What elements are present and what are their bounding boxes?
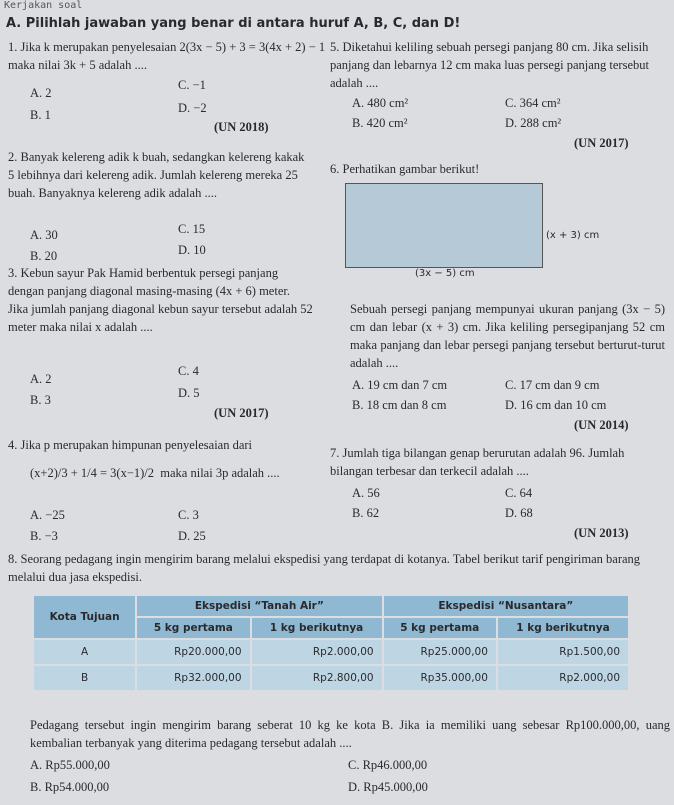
option-b: B. 3 — [30, 393, 51, 407]
col-tanah-air: Ekspedisi “Tanah Air” — [137, 596, 381, 616]
q-text: Kebun sayur Pak Hamid berbentuk persegi panjang dengan panjang diagonal masing-masing (4x + 6) meter. Jika jumlah panjang diagonal kebun sayur tersebut adalah 52 meter maka nilai x adalah .... — [8, 266, 313, 334]
option-c: C. Rp46.000,00 — [348, 758, 428, 772]
question-6 — [330, 160, 479, 178]
cell: Rp25.000,00 — [384, 640, 496, 664]
source: (UN 2014) — [574, 418, 629, 432]
option-b: B. 20 — [30, 249, 58, 263]
option-d: D. 5 — [178, 386, 200, 400]
source: (UN 2018) — [214, 120, 269, 134]
option-d: D. −2 — [178, 101, 207, 115]
col-kota: Kota Tujuan — [34, 596, 135, 638]
option-d: D. 10 — [178, 243, 206, 257]
source: (UN 2017) — [214, 406, 269, 420]
q-text: Diketahui keliling sebuah persegi panjang 80 cm. Jika selisih panjang dan lebarnya 12 cm maka luas persegi panjang tersebut adalah .... — [330, 40, 649, 90]
question-5 — [330, 38, 665, 92]
q-text: Perhatikan gambar berikut! — [342, 162, 480, 176]
option-c: C. 3 — [178, 508, 199, 522]
option-a: A. Rp55.000,00 — [30, 758, 110, 772]
q-number: 4. — [8, 438, 18, 452]
option-a: A. 30 — [30, 228, 58, 242]
option-c: C. 15 — [178, 222, 206, 236]
option-c: C. 364 cm² — [505, 96, 561, 110]
option-c: C. 17 cm dan 9 cm — [505, 378, 600, 392]
cell: Rp2.800,00 — [252, 666, 382, 690]
sub-header: 5 kg pertama — [384, 618, 496, 638]
q-text: Jika k merupakan penyelesaian 2(3x − 5) + 3 = 3(4x + 2) − 1 maka nilai 3k + 5 adalah .... — [8, 40, 326, 72]
table-header-row — [34, 596, 628, 616]
cell: Rp20.000,00 — [137, 640, 249, 664]
question-3 — [8, 264, 313, 336]
sub-header: 1 kg berikutnya — [498, 618, 628, 638]
option-d: D. Rp45.000,00 — [348, 780, 428, 794]
sub-header: 1 kg berikutnya — [252, 618, 382, 638]
cell: Rp35.000,00 — [384, 666, 496, 690]
q-number: 5. — [330, 40, 340, 54]
option-a: A. 480 cm² — [352, 96, 409, 110]
option-b: B. 62 — [352, 506, 380, 520]
q-number: 8. — [8, 552, 18, 566]
question-2 — [8, 148, 313, 202]
q8-text: Pedagang tersebut ingin mengirim barang seberat 10 kg ke kota B. Jika ia memiliki uang sebesar Rp100.000,00, uang kembalian terbanyak yang diterima pedagang tersebut adalah .... — [30, 718, 670, 750]
option-d: D. 68 — [505, 506, 533, 520]
q-number: 7. — [330, 446, 340, 460]
sub-header: 5 kg pertama — [137, 618, 249, 638]
option-c: C. 64 — [505, 486, 533, 500]
q-tail: maka nilai 3p adalah .... — [160, 466, 280, 480]
figure-width-label: (x + 3) cm — [546, 230, 600, 241]
option-b: B. −3 — [30, 529, 58, 543]
option-b: B. 420 cm² — [352, 116, 408, 130]
question-4 — [8, 436, 328, 454]
q-number: 2. — [8, 150, 18, 164]
instruction: A. Pilihlah jawaban yang benar di antara huruf A, B, C, dan D! — [6, 16, 461, 31]
cell: Rp32.000,00 — [137, 666, 249, 690]
q-text: Jumlah tiga bilangan genap berurutan adalah 96. Jumlah bilangan terbesar dan terkecil adalah .... — [330, 446, 625, 478]
q-number: 1. — [8, 40, 18, 54]
cell: Rp2.000,00 — [498, 666, 628, 690]
option-d: D. 25 — [178, 529, 206, 543]
option-b: B. Rp54.000,00 — [30, 780, 110, 794]
option-d: D. 288 cm² — [505, 116, 562, 130]
table-row — [34, 666, 628, 690]
q6-text: Sebuah persegi panjang mempunyai ukuran panjang (3x − 5) cm dan lebar (x + 3) cm. Jika keliling persegipanjang 52 cm maka panjang dan lebar persegi panjang tersebut berturut-turut adalah .... — [350, 302, 665, 370]
question-1 — [8, 38, 328, 74]
q-number: 6. — [330, 162, 340, 176]
option-a: A. 56 — [352, 486, 380, 500]
cell: B — [34, 666, 135, 690]
option-c: C. 4 — [178, 364, 199, 378]
option-a: A. 19 cm dan 7 cm — [352, 378, 448, 392]
cell: Rp2.000,00 — [252, 640, 382, 664]
q-text: Banyak kelereng adik k buah, sedangkan kelereng kakak 5 lebihnya dari kelereng adik. Jumlah kelereng mereka 25 buah. Banyaknya kelereng adik adalah .... — [8, 150, 305, 200]
col-nusantara: Ekspedisi “Nusantara” — [384, 596, 628, 616]
option-a: A. −25 — [30, 508, 65, 522]
figure-length-label: (3x − 5) cm — [415, 268, 475, 279]
cell: Rp1.500,00 — [498, 640, 628, 664]
source: (UN 2013) — [574, 526, 629, 540]
table-row — [34, 640, 628, 664]
tariff-table — [32, 594, 630, 692]
question-7 — [330, 444, 665, 480]
rectangle-figure — [345, 183, 543, 268]
option-c: C. −1 — [178, 78, 206, 92]
equation-text: (x+2)/3 + 1/4 = 3(x−1)/2 — [30, 466, 155, 480]
question-8 — [8, 550, 668, 586]
equation — [30, 464, 280, 482]
source: (UN 2017) — [574, 136, 629, 150]
option-b: B. 1 — [30, 108, 51, 122]
q-number: 3. — [8, 266, 18, 280]
q-text: Jika p merupakan himpunan penyelesaian dari — [20, 438, 253, 452]
q-text: Seorang pedagang ingin mengirim barang melalui ekspedisi yang terdapat di kotanya. Tabel berikut tarif pengiriman barang melalui dua jasa ekspedisi. — [8, 552, 641, 584]
option-b: B. 18 cm dan 8 cm — [352, 398, 447, 412]
header: Kerjakan soal — [4, 0, 83, 11]
option-a: A. 2 — [30, 86, 52, 100]
option-a: A. 2 — [30, 372, 52, 386]
cell: A — [34, 640, 135, 664]
option-d: D. 16 cm dan 10 cm — [505, 398, 607, 412]
